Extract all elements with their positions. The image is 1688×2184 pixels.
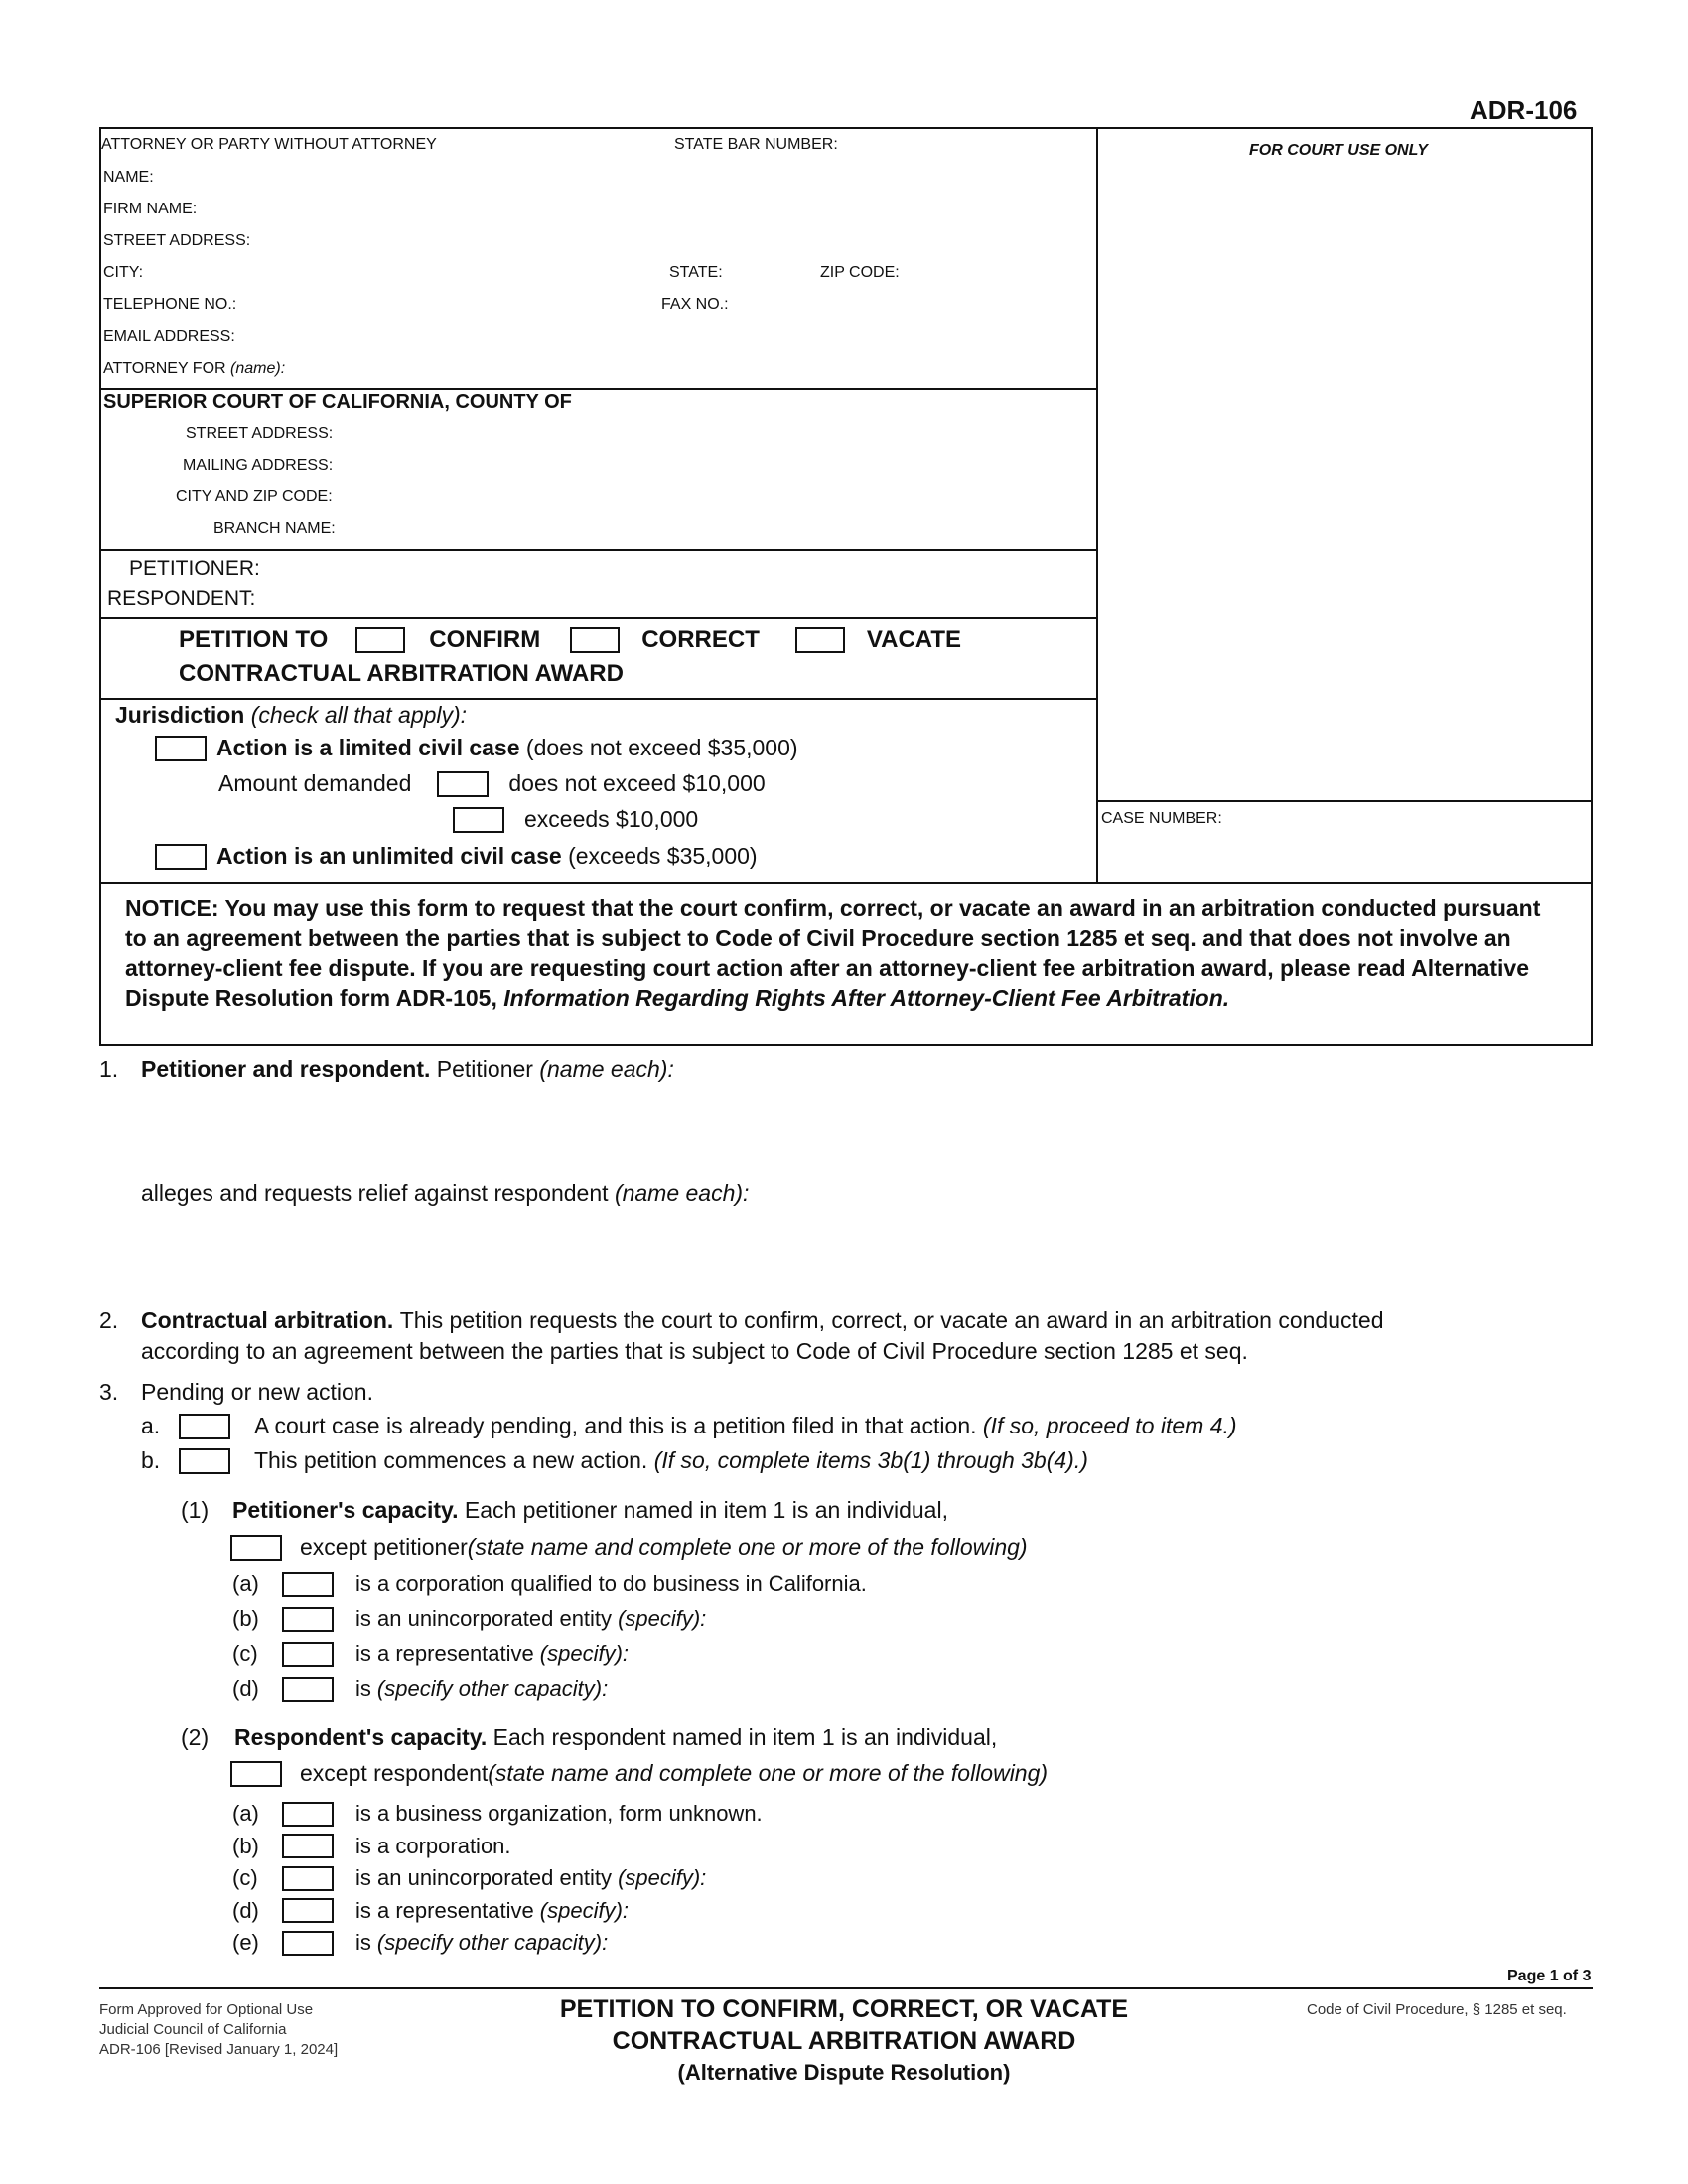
item-3b2-num: (2)	[181, 1724, 210, 1750]
footer-council: Judicial Council of California	[99, 2021, 287, 2038]
petition-to-row	[179, 626, 961, 654]
attorney-for-text: ATTORNEY FOR	[103, 360, 226, 377]
attorney-party-label: ATTORNEY OR PARTY WITHOUT ATTORNEY	[101, 136, 437, 153]
item-3b2-except-checkbox[interactable]	[230, 1761, 282, 1787]
limited-case-rest: (does not exceed $35,000)	[525, 735, 798, 760]
capacity-option-hint: (specify):	[539, 1897, 630, 1923]
item-3b-text: This petition commences a new action.	[254, 1447, 648, 1473]
caption-divider	[1096, 127, 1098, 884]
court-title: SUPERIOR COURT OF CALIFORNIA, COUNTY OF	[103, 391, 572, 413]
notice-text	[125, 893, 1567, 1013]
item-2-line1: This petition requests the court to confirm, correct, or vacate an award in an arbitration conducted	[399, 1307, 1384, 1333]
telephone-label: TELEPHONE NO.:	[103, 296, 237, 313]
capacity-option	[232, 1641, 629, 1667]
footer-title-3: (Alternative Dispute Resolution)	[677, 2060, 1011, 2085]
item-1-line2	[141, 1180, 749, 1207]
limited-case-row	[155, 735, 798, 761]
capacity-option-text: is a representative	[355, 1897, 534, 1923]
capacity-option-label: (e)	[232, 1930, 259, 1955]
capacity-option-checkbox[interactable]	[282, 1677, 334, 1702]
item-3b2	[181, 1724, 997, 1751]
capacity-option-checkbox[interactable]	[282, 1572, 334, 1597]
footer-code: Code of Civil Procedure, § 1285 et seq.	[1307, 2001, 1567, 2018]
item-3b1-except-checkbox[interactable]	[230, 1535, 282, 1561]
notice-body: NOTICE: You may use this form to request that the court confirm, correct, or vacate an award in an arbitration conducted pursuant to an agreement between the parties that is subject to Code of Civil Procedure section 1285 et seq. and that does not involve an attorney-client fee dispute. If you are requesting court action after an attorney-client fee arbitration award, please read Alternative Dispute Resolution form ADR-105,	[125, 895, 1541, 1011]
capacity-option	[232, 1865, 706, 1891]
petition-to-label: PETITION TO	[179, 626, 329, 653]
street-address-label: STREET ADDRESS:	[103, 232, 251, 249]
capacity-option-text: is an unincorporated entity	[355, 1606, 613, 1631]
capacity-option-checkbox[interactable]	[282, 1802, 334, 1827]
firm-name-label: FIRM NAME:	[103, 201, 198, 217]
item-3-num: 3.	[99, 1379, 119, 1405]
item-3b-checkbox[interactable]	[179, 1448, 230, 1474]
capacity-option	[232, 1930, 608, 1956]
notice-italic: Information Regarding Rights After Attorney-Client Fee Arbitration.	[503, 985, 1230, 1011]
capacity-option-checkbox[interactable]	[282, 1607, 334, 1632]
capacity-option-checkbox[interactable]	[282, 1931, 334, 1956]
item-2-bold: Contractual arbitration.	[141, 1307, 394, 1333]
capacity-option	[232, 1898, 629, 1924]
court-city-zip-label: CITY AND ZIP CODE:	[176, 488, 333, 505]
item-1-hint: (name each):	[539, 1056, 674, 1082]
form-id: ADR-106	[1470, 95, 1578, 125]
item-3b1-bold: Petitioner's capacity.	[232, 1497, 459, 1523]
item-2	[99, 1307, 1384, 1334]
item-3b2-except	[230, 1760, 1048, 1787]
respondent-label: RESPONDENT:	[107, 587, 256, 610]
item-3b1-num: (1)	[181, 1497, 210, 1523]
capacity-option	[232, 1606, 706, 1632]
item-3b1-text: Each petitioner named in item 1 is an individual,	[464, 1497, 948, 1523]
exceeds-10000-label: exceeds $10,000	[524, 806, 699, 832]
unlimited-case-checkbox[interactable]	[155, 844, 207, 870]
limited-case-label: Action is a limited civil case	[216, 735, 520, 760]
item-3b1-except-hint: (state name and complete one or more of the following)	[467, 1534, 1028, 1560]
capacity-option-label: (d)	[232, 1676, 259, 1701]
footer-title	[437, 1993, 1251, 2089]
item-3a	[141, 1413, 1237, 1439]
unlimited-case-label: Action is an unlimited civil case	[216, 843, 562, 869]
item-3b	[141, 1447, 1088, 1474]
capacity-option-text: is a corporation.	[355, 1833, 511, 1858]
footer-revised: ADR-106 [Revised January 1, 2024]	[99, 2041, 339, 2058]
jurisdiction-label: Jurisdiction	[115, 702, 245, 728]
exceeds-10000-row	[453, 806, 698, 833]
city-label: CITY:	[103, 264, 144, 281]
capacity-option	[232, 1676, 608, 1702]
page-number: Page 1 of 3	[1507, 1968, 1592, 1984]
capacity-option-hint: (specify):	[618, 1606, 707, 1631]
capacity-option-text: is a corporation qualified to do business in California.	[355, 1571, 867, 1596]
capacity-option-checkbox[interactable]	[282, 1866, 334, 1891]
court-branch-label: BRANCH NAME:	[213, 520, 336, 537]
footer-title-2: CONTRACTUAL ARBITRATION AWARD	[612, 2027, 1076, 2055]
item-1-text: Petitioner	[436, 1056, 533, 1082]
capacity-option-text: is a representative	[355, 1641, 534, 1666]
item-1-line2-text: alleges and requests relief against respondent	[141, 1180, 609, 1206]
capacity-option	[232, 1571, 873, 1597]
item-1-line2-hint: (name each):	[614, 1180, 750, 1206]
item-3b2-bold: Respondent's capacity.	[234, 1724, 488, 1750]
court-street-label: STREET ADDRESS:	[186, 425, 334, 442]
item-3a-text: A court case is already pending, and this is a petition filed in that action.	[254, 1413, 977, 1438]
footer-rule	[99, 1987, 1593, 1989]
item-3b-label: b.	[141, 1447, 161, 1473]
confirm-checkbox[interactable]	[355, 627, 405, 653]
zip-code-label: ZIP CODE:	[820, 264, 900, 281]
divider-case-number	[1096, 800, 1593, 802]
item-3b1	[181, 1497, 948, 1524]
jurisdiction-hint: (check all that apply):	[250, 702, 468, 728]
item-3b-hint: (If so, complete items 3b(1) through 3b(4).)	[653, 1447, 1088, 1473]
capacity-option-hint: (specify other capacity):	[376, 1676, 609, 1701]
capacity-option-text: is a business organization, form unknown.	[355, 1801, 763, 1826]
capacity-option-label: (a)	[232, 1571, 259, 1596]
limited-case-checkbox[interactable]	[155, 736, 207, 761]
notice-box	[99, 882, 1593, 1046]
award-title: CONTRACTUAL ARBITRATION AWARD	[179, 660, 624, 687]
divider-attorney	[99, 388, 1098, 390]
item-3b1-except	[230, 1534, 1028, 1561]
capacity-option-text: is	[355, 1930, 371, 1955]
exceeds-10000-checkbox[interactable]	[453, 807, 504, 833]
footer-approved: Form Approved for Optional Use	[99, 2001, 314, 2018]
item-3a-label: a.	[141, 1413, 161, 1438]
correct-checkbox[interactable]	[570, 627, 620, 653]
court-use-label: FOR COURT USE ONLY	[1249, 142, 1428, 159]
not-exceed-10000-checkbox[interactable]	[437, 771, 489, 797]
divider-parties	[99, 617, 1098, 619]
attorney-for-label	[103, 360, 285, 378]
item-3b2-text: Each respondent named in item 1 is an individual,	[492, 1724, 998, 1750]
capacity-option-hint: (specify other capacity):	[376, 1930, 609, 1955]
item-3	[99, 1379, 373, 1406]
capacity-option-label: (a)	[232, 1801, 259, 1826]
item-3b2-except-hint: (state name and complete one or more of the following)	[488, 1760, 1049, 1786]
item-2-line2: according to an agreement between the parties that is subject to Code of Civil Procedure section 1285 et seq.	[141, 1338, 1248, 1364]
case-number-label: CASE NUMBER:	[1101, 810, 1222, 827]
amount-demanded-row	[218, 770, 766, 797]
unlimited-case-row	[155, 843, 758, 870]
divider-court	[99, 549, 1098, 551]
capacity-option-checkbox[interactable]	[282, 1834, 334, 1858]
item-3b1-except-text: except petitioner	[300, 1534, 468, 1560]
jurisdiction-row	[115, 702, 467, 729]
court-mailing-label: MAILING ADDRESS:	[183, 457, 334, 474]
unlimited-case-rest: (exceeds $35,000)	[568, 843, 758, 869]
item-3a-hint: (If so, proceed to item 4.)	[982, 1413, 1237, 1438]
capacity-option-checkbox[interactable]	[282, 1898, 334, 1923]
item-3a-checkbox[interactable]	[179, 1414, 230, 1439]
petitioner-label: PETITIONER:	[129, 557, 260, 580]
item-1-bold: Petitioner and respondent.	[141, 1056, 431, 1082]
amount-demanded-label: Amount demanded	[218, 770, 412, 796]
footer-title-1: PETITION TO CONFIRM, CORRECT, OR VACATE	[559, 1995, 1129, 2023]
fax-label: FAX NO.:	[661, 296, 729, 313]
capacity-option-text: is an unincorporated entity	[355, 1865, 613, 1890]
not-exceed-10000-label: does not exceed $10,000	[508, 770, 766, 796]
email-label: EMAIL ADDRESS:	[103, 328, 235, 344]
attorney-for-hint: (name):	[230, 360, 286, 377]
capacity-option-label: (c)	[232, 1865, 258, 1890]
divider-title	[99, 698, 1098, 700]
item-2-num: 2.	[99, 1307, 119, 1333]
vacate-label: VACATE	[866, 626, 961, 653]
capacity-option-text: is	[355, 1676, 371, 1701]
capacity-option	[232, 1801, 769, 1827]
state-label: STATE:	[669, 264, 723, 281]
correct-label: CORRECT	[641, 626, 760, 653]
vacate-checkbox[interactable]	[795, 627, 845, 653]
capacity-option-hint: (specify):	[539, 1641, 630, 1666]
name-label: NAME:	[103, 169, 154, 186]
capacity-option-hint: (specify):	[618, 1865, 707, 1890]
capacity-option	[232, 1834, 517, 1859]
capacity-option-label: (b)	[232, 1606, 259, 1631]
capacity-option-label: (d)	[232, 1897, 259, 1923]
capacity-option-checkbox[interactable]	[282, 1642, 334, 1667]
item-1-num: 1.	[99, 1056, 119, 1082]
capacity-option-label: (c)	[232, 1641, 258, 1666]
capacity-option-label: (b)	[232, 1833, 259, 1858]
item-3b2-except-text: except respondent	[300, 1760, 489, 1786]
confirm-label: CONFIRM	[429, 626, 541, 653]
item-1	[99, 1056, 674, 1083]
item-3-text: Pending or new action.	[141, 1379, 373, 1405]
state-bar-label: STATE BAR NUMBER:	[674, 136, 838, 153]
